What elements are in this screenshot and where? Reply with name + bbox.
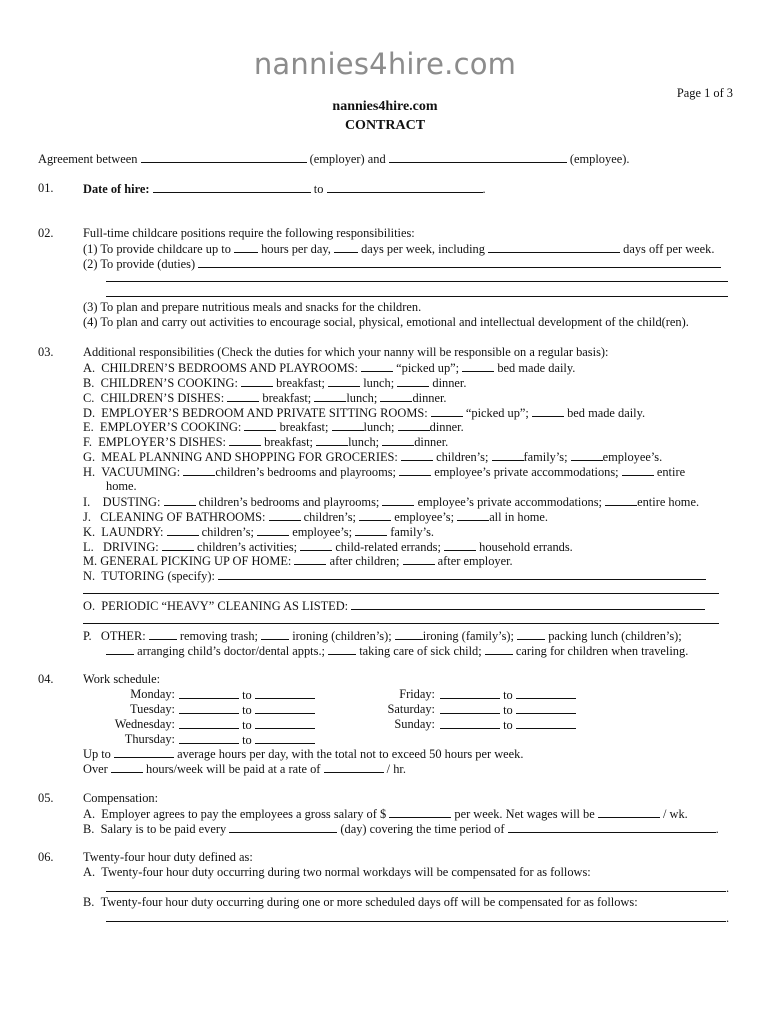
to-label: to [503,687,513,702]
up-to-line [83,746,733,761]
hire-start-date-field[interactable] [153,181,311,193]
pay-day-field[interactable] [229,821,337,833]
check-field[interactable] [328,643,356,655]
period: . [726,910,730,925]
option: arranging child’s doctor/dental appts.; [137,643,325,658]
agreement-prefix: Agreement between [38,152,138,166]
option: child-related errands; [335,539,441,554]
monday-start-field[interactable] [179,687,239,699]
check-field[interactable] [462,360,494,372]
duty-label: VACUUMING: [101,465,181,480]
check-field[interactable] [314,390,346,402]
upto-a: Up to [83,747,111,762]
letter: A. [83,360,96,375]
monday-end-field[interactable] [255,687,315,699]
option: breakfast; [262,390,312,405]
schedule-row-1 [83,687,733,702]
check-field[interactable] [395,628,423,640]
section-02-intro: Full-time childcare positions require the following responsibilities: [83,226,415,240]
check-field[interactable] [227,390,259,402]
duty-l [83,539,733,554]
option: dinner. [414,435,449,450]
section-05-number: 05. [38,791,54,805]
hire-end-date-field[interactable] [327,181,483,193]
comp-a-text: Employer agrees to pay the employees a gross salary of $ [101,806,387,821]
compensation-a [83,806,733,821]
option: breakfast; [279,420,329,435]
section-06-number: 06. [38,850,54,864]
responsibility-1 [83,241,733,256]
heavy-cleaning-field-2[interactable] [83,613,719,624]
duty-c [83,390,733,405]
to-label: to [242,687,252,702]
day-monday: Monday: [130,686,175,701]
duty-o-line [83,613,733,628]
to-label: to [242,702,252,717]
check-field[interactable] [241,375,273,387]
letter: C. [83,390,95,405]
friday-end-field[interactable] [516,687,576,699]
duties-field-2[interactable] [106,271,728,282]
check-field[interactable] [571,449,603,461]
option: taking care of sick child; [359,643,482,658]
day-friday: Friday: [399,686,435,701]
option: dinner. [412,390,447,405]
option: ironing (children’s); [292,628,392,643]
r1-text-c: days per week, including [361,241,485,256]
duty-24h-a-line [83,880,733,895]
day-saturday: Saturday: [387,701,435,716]
duty-i [83,494,733,509]
thursday-start-field[interactable] [179,732,239,744]
tuesday-start-field[interactable] [179,702,239,714]
duty-b [83,375,733,390]
section-04-number: 04. [38,672,54,686]
to-label: to [503,702,513,717]
check-field[interactable] [162,539,194,551]
duty-label: CLEANING OF BATHROOMS: [100,509,266,524]
option: children’s activities; [196,539,298,554]
check-field[interactable] [605,494,637,506]
check-field[interactable] [382,494,414,506]
agreement-employee-label: (employee). [569,152,630,166]
section-04 [83,672,733,776]
letter: D. [83,405,96,420]
check-field[interactable] [382,434,414,446]
r2-text: (2) To provide (duties) [83,256,196,271]
thursday-end-field[interactable] [255,732,315,744]
option: ironing (family’s); [422,628,514,643]
check-field[interactable] [257,524,289,536]
heavy-cleaning-field[interactable] [351,598,705,610]
r1-text-a: (1) To provide childcare up to [83,241,231,256]
option: after employer. [437,554,513,569]
schedule-row-3 [83,717,733,732]
days-per-week-field[interactable] [334,241,358,253]
option: employee’s; [394,509,455,524]
option: “picked up”; [465,405,529,420]
duty-24h-a [83,865,733,880]
duty-k [83,524,733,539]
letter: B. [83,894,95,909]
option: lunch; [363,375,395,390]
option: packing lunch (children’s); [548,628,682,643]
days-off-field[interactable] [488,241,620,253]
duty-n [83,568,733,583]
sunday-end-field[interactable] [516,717,576,729]
duty-label: OTHER: [100,628,146,643]
r1-text-d: days off per week. [623,241,715,256]
duty-label: DRIVING: [102,539,159,554]
sunday-times [440,717,576,733]
duty-label: LAUNDRY: [101,524,164,539]
duty-a [83,360,733,375]
duty-n-line [83,583,733,598]
option: children’s bedrooms and playrooms; [198,494,380,509]
day-tuesday: Tuesday: [130,701,175,716]
option: family’s. [390,524,435,539]
check-field[interactable] [300,539,332,551]
day-wednesday: Wednesday: [114,716,175,731]
responsibility-4: (4) To plan and carry out activities to encourage social, physical, emotional and intellectual development of the child(ren). [83,315,689,330]
option: entire home. [637,494,700,509]
to-label: to [503,717,513,732]
duty-d [83,405,733,420]
check-field[interactable] [269,509,301,521]
comp-a-text-2: per week. Net wages will be [454,806,595,821]
duty-g [83,449,733,464]
option: lunch; [348,435,380,450]
heading-title: CONTRACT [344,118,426,133]
section-02 [83,226,733,330]
option: breakfast; [264,435,313,450]
duty-label: CHILDREN’S COOKING: [100,375,238,390]
work-schedule-label: Work schedule: [83,672,161,686]
tuesday-end-field[interactable] [255,702,315,714]
r1-text-b: hours per day, [261,241,331,256]
responsibility-3: (3) To plan and prepare nutritious meals and snacks for the children. [83,300,422,315]
letter: A. [83,864,96,879]
option: employee’s private accommodations; [434,465,619,480]
option: dinner. [429,420,464,435]
wednesday-end-field[interactable] [255,717,315,729]
agreement-employer-label: (employer) and [309,152,386,166]
page-number: Page 1 of 3 [676,86,733,100]
check-field[interactable] [397,375,429,387]
check-field[interactable] [444,539,476,551]
check-field[interactable] [355,524,387,536]
section-06 [83,850,733,924]
employee-name-field[interactable] [389,151,567,163]
check-field[interactable] [398,419,430,431]
duty-j [83,509,733,524]
overtime-hours-field[interactable] [111,761,143,773]
compensation-b [83,821,733,836]
wednesday-start-field[interactable] [179,717,239,729]
letter: A. [83,806,96,821]
heading-site: nannies4hire.com [332,99,438,114]
check-field[interactable] [431,405,463,417]
check-field[interactable] [401,449,433,461]
schedule-row-2 [83,702,733,717]
check-field[interactable] [517,628,545,640]
check-field[interactable] [361,360,393,372]
overtime-rate-field[interactable] [324,761,384,773]
check-field[interactable] [328,375,360,387]
comp-b-period: . [715,821,719,836]
responsibility-2 [83,256,733,271]
duty-label: CHILDREN’S BEDROOMS AND PLAYROOMS: [101,360,358,375]
duty-label: GENERAL PICKING UP OF HOME: [100,554,292,569]
check-field[interactable] [164,494,196,506]
option: removing trash; [179,628,259,643]
duty-24h-b-field[interactable] [106,910,726,922]
duty-m [83,553,733,568]
option: lunch; [346,390,378,405]
to-label: to [242,717,252,732]
option: bed made daily. [497,360,576,375]
duty-24h-b-text: Twenty-four hour duty occurring during one or more scheduled days off will be compensated for as follows: [100,894,638,909]
duty-label: CHILDREN’S DISHES: [100,390,225,405]
duty-24h-b-line [83,910,733,925]
duty-o [83,598,733,613]
option: bed made daily. [567,405,646,420]
option: children’s; [201,524,254,539]
letter: K. [83,524,96,539]
tutoring-field[interactable] [218,568,706,580]
tutoring-field-2[interactable] [83,583,719,594]
agreement-line [38,151,629,167]
option: children’s; [436,450,489,465]
option: family’s; [523,450,568,465]
monday-times [179,687,315,703]
duty-label: EMPLOYER’S DISHES: [98,435,226,450]
letter: N. [83,569,96,584]
check-field[interactable] [149,628,177,640]
date-period: . [482,182,486,196]
check-field[interactable] [380,390,412,402]
day-thursday: Thursday: [124,731,175,746]
option: dinner. [432,375,467,390]
thursday-times [179,732,315,748]
duty-h-cont: home. [106,479,137,494]
option: household errands. [479,539,573,554]
option: all in home. [489,509,549,524]
comp-b-text: Salary is to be paid every [100,821,227,836]
to-label: to [242,732,252,747]
saturday-end-field[interactable] [516,702,576,714]
option: after children; [329,554,400,569]
duty-24h-b [83,895,733,910]
option: employee’s private accommodations; [417,494,602,509]
letter: L. [83,539,94,554]
duty-label: EMPLOYER’S COOKING: [99,420,242,435]
check-field[interactable] [359,509,391,521]
letter: P. [83,628,92,643]
overtime-line [83,761,733,776]
letter: F. [83,435,92,450]
duty-h [83,464,733,479]
period: . [726,880,730,895]
check-field[interactable] [332,419,364,431]
wednesday-times [179,717,315,733]
duty-label: DUSTING: [102,494,161,509]
option: employee’s. [602,450,663,465]
duty-label: EMPLOYER’S BEDROOM AND PRIVATE SITTING ROOMS: [101,405,428,420]
tuesday-times [179,702,315,718]
check-field[interactable] [316,434,348,446]
duty-p-cont [83,643,733,658]
saturday-start-field[interactable] [440,702,500,714]
duty-label: TUTORING (specify): [101,569,215,584]
check-field[interactable] [485,643,513,655]
option: entire [656,465,686,480]
check-field[interactable] [106,643,134,655]
hours-per-day-field[interactable] [234,241,258,253]
employer-name-field[interactable] [141,151,307,163]
schedule-row-4 [83,732,733,747]
letter: B. [83,821,95,836]
duty-label: MEAL PLANNING AND SHOPPING FOR GROCERIES: [101,450,398,465]
duty-24h-a-field[interactable] [106,880,726,892]
section-03 [83,345,733,658]
duties-field-1[interactable] [198,256,721,268]
over-a: Over [83,762,108,777]
section-02-number: 02. [38,226,54,240]
check-field[interactable] [167,524,199,536]
option: employee’s; [292,524,353,539]
duty-f [83,434,733,449]
duties-line-2 [83,271,733,286]
upto-b: average hours per day, with the total not to exceed 50 hours per week. [177,747,524,762]
sunday-start-field[interactable] [440,717,500,729]
check-field[interactable] [261,628,289,640]
friday-start-field[interactable] [440,687,500,699]
check-field[interactable] [532,405,564,417]
option: “picked up”; [396,360,460,375]
duty-p [83,628,733,643]
option: caring for children when traveling. [515,643,689,658]
date-of-hire-line [83,181,486,197]
section-01-number: 01. [38,181,54,195]
over-b: hours/week will be paid at a rate of [146,762,321,777]
duty-24h-label: Twenty-four hour duty defined as: [83,850,253,864]
check-field[interactable] [622,464,654,476]
letter: O. [83,599,96,614]
letter: B. [83,375,95,390]
day-sunday: Sunday: [394,716,435,731]
section-03-number: 03. [38,345,54,359]
comp-b-text-2: (day) covering the time period of [340,821,505,836]
gross-salary-field[interactable] [389,806,451,818]
site-logo: nannies4hire.com [253,47,517,81]
pay-period-field[interactable] [508,821,716,833]
check-field[interactable] [492,449,524,461]
check-field[interactable] [403,553,435,565]
date-to-label: to [313,182,324,196]
option: breakfast; [276,375,325,390]
check-field[interactable] [294,553,326,565]
duties-field-3[interactable] [106,286,728,297]
letter: E. [83,420,94,435]
compensation-label: Compensation: [83,791,159,805]
check-field[interactable] [457,509,489,521]
letter: H. [83,465,96,480]
duty-label: PERIODIC “HEAVY” CLEANING AS LISTED: [101,599,349,614]
check-field[interactable] [229,434,261,446]
check-field[interactable] [183,464,215,476]
duties-line-3 [83,286,733,301]
comp-a-text-3: / wk. [662,806,688,821]
check-field[interactable] [399,464,431,476]
option: children’s bedrooms and playrooms; [215,465,396,480]
saturday-times [440,702,576,718]
duty-e [83,419,733,434]
option: lunch; [363,420,395,435]
letter: M. [83,554,98,569]
check-field[interactable] [244,419,276,431]
avg-hours-field[interactable] [114,746,174,758]
date-of-hire-label: Date of hire: [83,182,150,196]
option: children’s; [303,509,356,524]
letter: J. [83,509,91,524]
letter: I. [83,494,91,509]
letter: G. [83,450,96,465]
section-05 [83,791,733,836]
duty-24h-a-text: Twenty-four hour duty occurring during two normal workdays will be compensated for as follows: [101,864,591,879]
over-c: / hr. [386,762,406,777]
friday-times [440,687,576,703]
net-wages-field[interactable] [598,806,660,818]
section-03-intro: Additional responsibilities (Check the duties for which your nanny will be responsible on a regular basis): [83,345,609,359]
